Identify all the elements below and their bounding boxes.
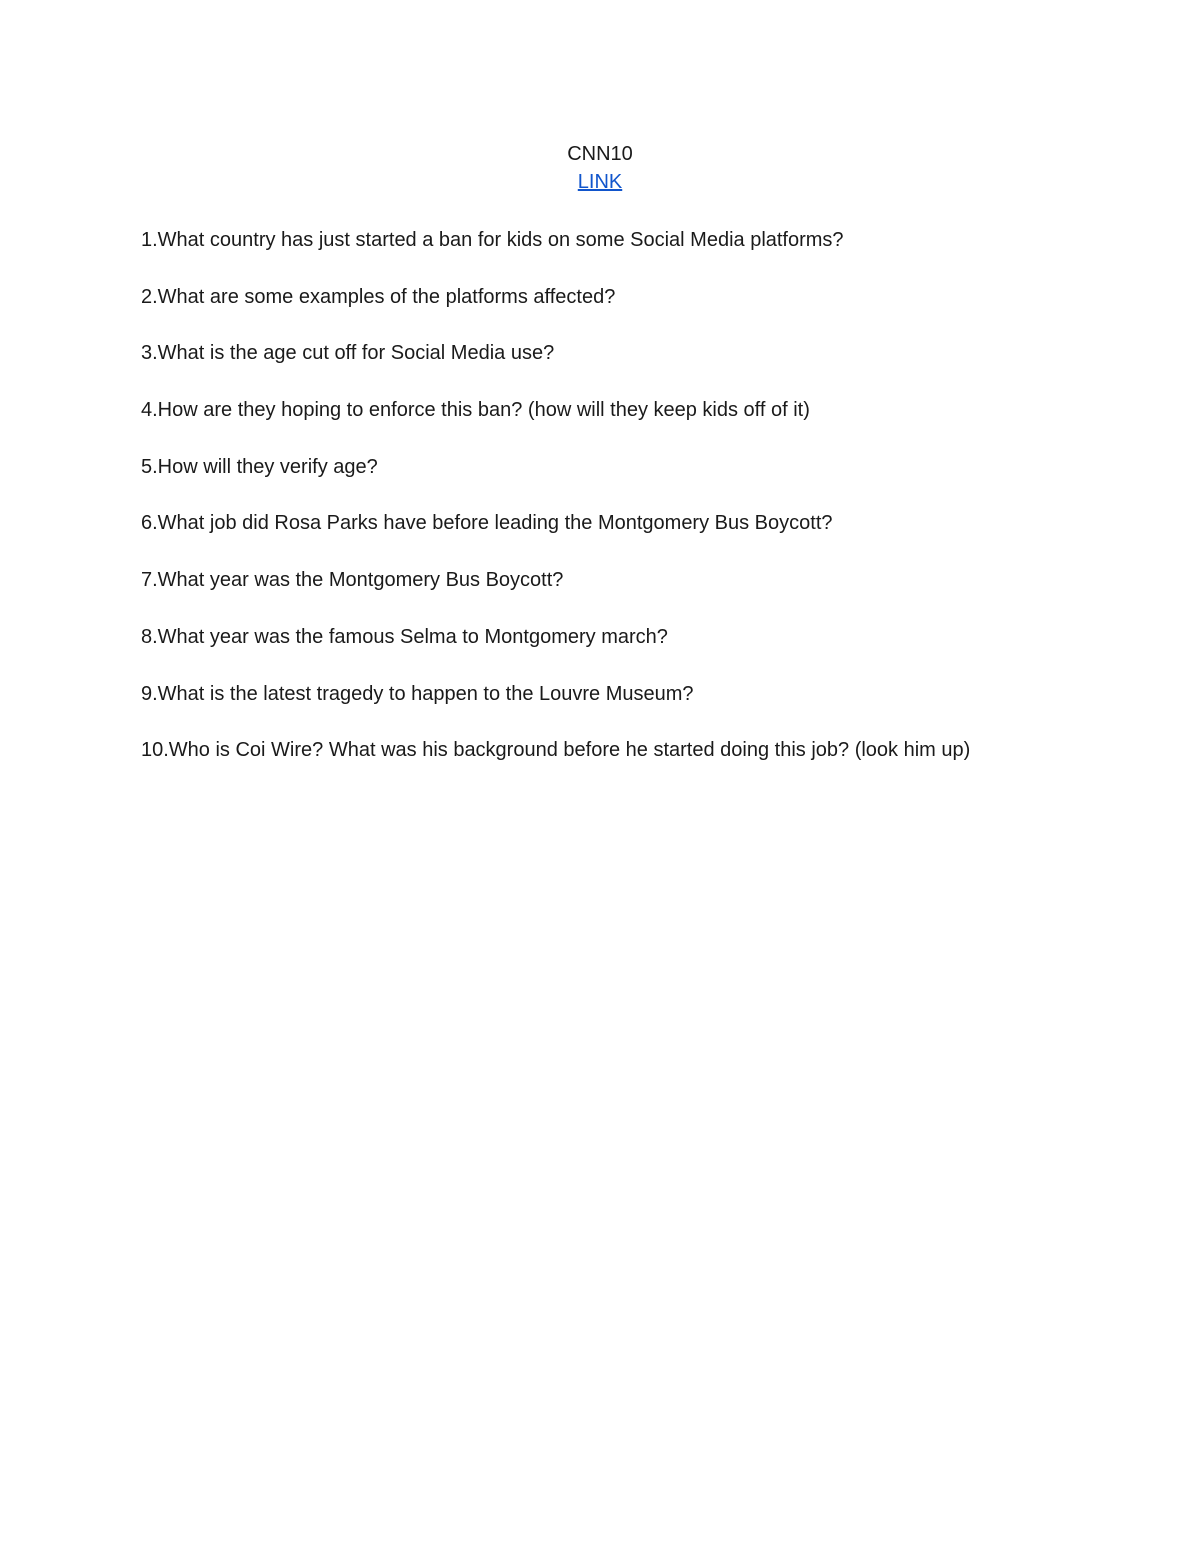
question-item: 10.Who is Coi Wire? What was his background before he started doing this job? (look him up) xyxy=(141,739,971,762)
question-list xyxy=(141,227,1141,794)
document-title: CNN10 xyxy=(567,143,633,165)
question-item: 1.What country has just started a ban for kids on some Social Media platforms? xyxy=(141,229,844,251)
link-line xyxy=(0,169,1200,195)
cnn10-link[interactable]: LINK xyxy=(577,171,623,193)
question-item: 5.How will they verify age? xyxy=(141,455,378,478)
question-item: 2.What are some examples of the platforms affected? xyxy=(141,285,616,308)
question-item: 8.What year was the famous Selma to Montgomery march? xyxy=(141,625,668,648)
question-item: 3.What is the age cut off for Social Media use? xyxy=(141,342,555,365)
question-item: 4.How are they hoping to enforce this ban? (how will they keep kids off of it) xyxy=(141,399,810,422)
question-item: 7.What year was the Montgomery Bus Boycott? xyxy=(141,569,564,592)
question-item: 6.What job did Rosa Parks have before leading the Montgomery Bus Boycott? xyxy=(141,512,833,535)
question-item: 9.What is the latest tragedy to happen to the Louvre Museum? xyxy=(141,682,694,705)
